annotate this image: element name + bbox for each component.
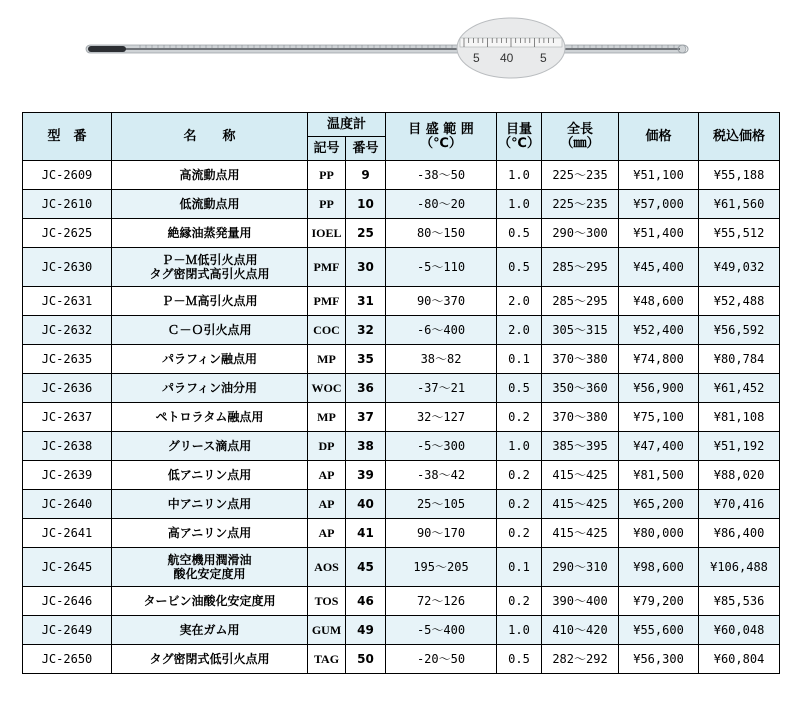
cell-code: AP (308, 519, 346, 548)
cell-price: ¥74,800 (619, 345, 699, 374)
cell-name (112, 587, 308, 616)
scale-label-right: 5 (540, 51, 547, 65)
cell-model: JC-2646 (23, 587, 112, 616)
header-range (386, 113, 497, 161)
cell-division: 0.1 (497, 345, 542, 374)
cell-number: 10 (346, 190, 386, 219)
cell-code: IOEL (308, 219, 346, 248)
cell-name (112, 316, 308, 345)
header-length-label: 全長 (567, 121, 594, 137)
cell-name (112, 287, 308, 316)
header-length-unit: （㎜） (560, 135, 600, 151)
cell-range: -20～50 (386, 645, 497, 674)
header-division (497, 113, 542, 161)
cell-price: ¥81,500 (619, 461, 699, 490)
cell-division: 1.0 (497, 161, 542, 190)
thermometer-spec-table (22, 112, 780, 674)
cell-division: 0.2 (497, 461, 542, 490)
cell-range: 38～82 (386, 345, 497, 374)
cell-price-tax: ¥80,784 (699, 345, 780, 374)
cell-model: JC-2645 (23, 548, 112, 587)
cell-range: 90～170 (386, 519, 497, 548)
header-range-label: 目 盛 範 囲 (408, 121, 474, 137)
scale-label-center: 40 (500, 51, 514, 65)
cell-price: ¥79,200 (619, 587, 699, 616)
cell-code: PMF (308, 248, 346, 287)
cell-price: ¥51,400 (619, 219, 699, 248)
cell-model: JC-2637 (23, 403, 112, 432)
cell-model: JC-2631 (23, 287, 112, 316)
cell-price: ¥57,000 (619, 190, 699, 219)
header-thermometer: 温度計 (308, 113, 386, 137)
cell-code: PMF (308, 287, 346, 316)
cell-division: 2.0 (497, 287, 542, 316)
name-line: 絶縁油蒸発量用 (167, 226, 252, 240)
cell-division: 0.2 (497, 587, 542, 616)
cell-price: ¥52,400 (619, 316, 699, 345)
cell-range: -5～300 (386, 432, 497, 461)
table-row (23, 461, 780, 490)
cell-number: 31 (346, 287, 386, 316)
table-row (23, 374, 780, 403)
cell-division: 0.5 (497, 248, 542, 287)
table-row (23, 587, 780, 616)
cell-number: 41 (346, 519, 386, 548)
cell-division: 1.0 (497, 190, 542, 219)
cell-division: 0.2 (497, 403, 542, 432)
cell-name (112, 461, 308, 490)
cell-number: 49 (346, 616, 386, 645)
cell-name (112, 432, 308, 461)
cell-name (112, 345, 308, 374)
cell-price: ¥47,400 (619, 432, 699, 461)
cell-name (112, 190, 308, 219)
cell-number: 30 (346, 248, 386, 287)
cell-model: JC-2650 (23, 645, 112, 674)
cell-price-tax: ¥81,108 (699, 403, 780, 432)
cell-price-tax: ¥51,192 (699, 432, 780, 461)
table-row (23, 161, 780, 190)
table-row (23, 403, 780, 432)
thermometer-graphic (0, 0, 800, 100)
cell-length: 282～292 (542, 645, 619, 674)
cell-number: 36 (346, 374, 386, 403)
table-row (23, 248, 780, 287)
cell-number: 46 (346, 587, 386, 616)
cell-number: 32 (346, 316, 386, 345)
table-row (23, 190, 780, 219)
cell-range: 25～105 (386, 490, 497, 519)
cell-division: 0.5 (497, 645, 542, 674)
cell-length: 415～425 (542, 519, 619, 548)
cell-range: -5～400 (386, 616, 497, 645)
cell-price-tax: ¥55,188 (699, 161, 780, 190)
cell-range: -6～400 (386, 316, 497, 345)
name-line: 酸化安定度用 (173, 567, 246, 581)
cell-name (112, 219, 308, 248)
name-line: タグ密閉式低引火点用 (149, 652, 270, 666)
cell-number: 45 (346, 548, 386, 587)
cell-number: 40 (346, 490, 386, 519)
cell-length: 410～420 (542, 616, 619, 645)
cell-code: GUM (308, 616, 346, 645)
cell-division: 2.0 (497, 316, 542, 345)
table-row (23, 519, 780, 548)
cell-length: 415～425 (542, 490, 619, 519)
cell-price: ¥56,300 (619, 645, 699, 674)
header-price-tax: 税込価格 (699, 113, 780, 161)
cell-division: 1.0 (497, 616, 542, 645)
cell-model: JC-2630 (23, 248, 112, 287)
cell-code: AP (308, 490, 346, 519)
name-line: タグ密閉式高引火点用 (149, 267, 270, 281)
name-line: 実在ガム用 (179, 623, 240, 637)
magnifier-lens (457, 18, 565, 78)
cell-model: JC-2641 (23, 519, 112, 548)
cell-length: 225～235 (542, 190, 619, 219)
cell-code: MP (308, 345, 346, 374)
cell-length: 225～235 (542, 161, 619, 190)
table-row (23, 645, 780, 674)
header-length (542, 113, 619, 161)
cell-length: 305～315 (542, 316, 619, 345)
cell-range: 80～150 (386, 219, 497, 248)
header-range-unit: （℃） (420, 135, 462, 151)
cell-price: ¥75,100 (619, 403, 699, 432)
header-model: 型 番 (23, 113, 112, 161)
name-line: グリース滴点用 (167, 439, 252, 453)
table-row (23, 490, 780, 519)
cell-length: 285～295 (542, 248, 619, 287)
cell-length: 350～360 (542, 374, 619, 403)
cell-length: 415～425 (542, 461, 619, 490)
cell-name (112, 248, 308, 287)
name-line: 低流動点用 (179, 197, 240, 211)
cell-price-tax: ¥52,488 (699, 287, 780, 316)
cell-code: WOC (308, 374, 346, 403)
cell-model: JC-2625 (23, 219, 112, 248)
cell-code: PP (308, 190, 346, 219)
cell-model: JC-2635 (23, 345, 112, 374)
cell-number: 9 (346, 161, 386, 190)
table-row (23, 616, 780, 645)
table-row (23, 548, 780, 587)
cell-name (112, 548, 308, 587)
cell-range: 72～126 (386, 587, 497, 616)
cell-length: 290～310 (542, 548, 619, 587)
cell-price: ¥51,100 (619, 161, 699, 190)
cell-length: 370～380 (542, 345, 619, 374)
cell-length: 285～295 (542, 287, 619, 316)
table-row (23, 432, 780, 461)
cell-code: DP (308, 432, 346, 461)
header-price: 価格 (619, 113, 699, 161)
cell-name (112, 519, 308, 548)
cell-model: JC-2639 (23, 461, 112, 490)
cell-length: 370～380 (542, 403, 619, 432)
cell-division: 0.1 (497, 548, 542, 587)
cell-price-tax: ¥86,400 (699, 519, 780, 548)
cell-code: TAG (308, 645, 346, 674)
cell-range: -38～42 (386, 461, 497, 490)
cell-range: 90～370 (386, 287, 497, 316)
name-line: 高流動点用 (179, 168, 240, 182)
cell-name (112, 616, 308, 645)
name-line: タービン油酸化安定度用 (143, 594, 276, 608)
cell-number: 37 (346, 403, 386, 432)
cell-price-tax: ¥61,560 (699, 190, 780, 219)
cell-price: ¥45,400 (619, 248, 699, 287)
cell-price-tax: ¥61,452 (699, 374, 780, 403)
cell-number: 39 (346, 461, 386, 490)
cell-number: 25 (346, 219, 386, 248)
spec-table-body (23, 161, 780, 674)
cell-division: 0.5 (497, 374, 542, 403)
name-line: 高アニリン点用 (167, 526, 252, 540)
cell-price-tax: ¥60,048 (699, 616, 780, 645)
name-line: ペトロラタム融点用 (155, 410, 264, 424)
name-line: 航空機用潤滑油 (167, 553, 252, 567)
cell-code: COC (308, 316, 346, 345)
name-line: Ｐ－Ｍ低引火点用 (161, 253, 258, 267)
cell-price-tax: ¥49,032 (699, 248, 780, 287)
cell-number: 38 (346, 432, 386, 461)
cell-price-tax: ¥56,592 (699, 316, 780, 345)
cell-model: JC-2638 (23, 432, 112, 461)
cell-range: -37～21 (386, 374, 497, 403)
cell-price: ¥56,900 (619, 374, 699, 403)
cell-price: ¥55,600 (619, 616, 699, 645)
cell-code: MP (308, 403, 346, 432)
cell-division: 1.0 (497, 432, 542, 461)
cell-price-tax: ¥106,488 (699, 548, 780, 587)
table-row (23, 219, 780, 248)
cell-number: 35 (346, 345, 386, 374)
cell-name (112, 490, 308, 519)
table-row (23, 287, 780, 316)
cell-price: ¥48,600 (619, 287, 699, 316)
cell-model: JC-2649 (23, 616, 112, 645)
cell-length: 390～400 (542, 587, 619, 616)
name-line: パラフィン油分用 (161, 381, 258, 395)
cell-model: JC-2609 (23, 161, 112, 190)
cell-model: JC-2640 (23, 490, 112, 519)
cell-price: ¥65,200 (619, 490, 699, 519)
cell-range: 195～205 (386, 548, 497, 587)
thermometer-capillary (120, 48, 680, 50)
cell-name (112, 645, 308, 674)
cell-range: -5～110 (386, 248, 497, 287)
cell-division: 0.2 (497, 490, 542, 519)
cell-name (112, 161, 308, 190)
cell-price: ¥98,600 (619, 548, 699, 587)
name-line: パラフィン融点用 (161, 352, 258, 366)
header-code: 記号 (308, 137, 346, 161)
cell-price-tax: ¥70,416 (699, 490, 780, 519)
cell-length: 385～395 (542, 432, 619, 461)
header-name: 名 称 (112, 113, 308, 161)
cell-price: ¥80,000 (619, 519, 699, 548)
name-line: 中アニリン点用 (167, 497, 252, 511)
name-line: 低アニリン点用 (167, 468, 252, 482)
cell-length: 290～300 (542, 219, 619, 248)
table-row (23, 316, 780, 345)
cell-range: -38～50 (386, 161, 497, 190)
cell-range: 32～127 (386, 403, 497, 432)
scale-label-left: 5 (473, 51, 480, 65)
cell-range: -80～20 (386, 190, 497, 219)
name-line: Ｃ－Ｏ引火点用 (167, 323, 252, 337)
header-number: 番号 (346, 137, 386, 161)
cell-code: PP (308, 161, 346, 190)
cell-number: 50 (346, 645, 386, 674)
cell-code: TOS (308, 587, 346, 616)
cell-division: 0.5 (497, 219, 542, 248)
cell-price-tax: ¥85,536 (699, 587, 780, 616)
name-line: Ｐ－Ｍ高引火点用 (161, 294, 258, 308)
header-division-label: 目量 (506, 121, 533, 137)
cell-name (112, 403, 308, 432)
cell-model: JC-2610 (23, 190, 112, 219)
header-division-unit: （℃） (498, 135, 540, 151)
thermometer-illustration (0, 0, 800, 100)
cell-model: JC-2636 (23, 374, 112, 403)
cell-code: AP (308, 461, 346, 490)
cell-model: JC-2632 (23, 316, 112, 345)
cell-price-tax: ¥88,020 (699, 461, 780, 490)
cell-price-tax: ¥55,512 (699, 219, 780, 248)
cell-division: 0.2 (497, 519, 542, 548)
cell-name (112, 374, 308, 403)
cell-code: AOS (308, 548, 346, 587)
cell-price-tax: ¥60,804 (699, 645, 780, 674)
thermometer-bulb (88, 46, 126, 52)
table-row (23, 345, 780, 374)
